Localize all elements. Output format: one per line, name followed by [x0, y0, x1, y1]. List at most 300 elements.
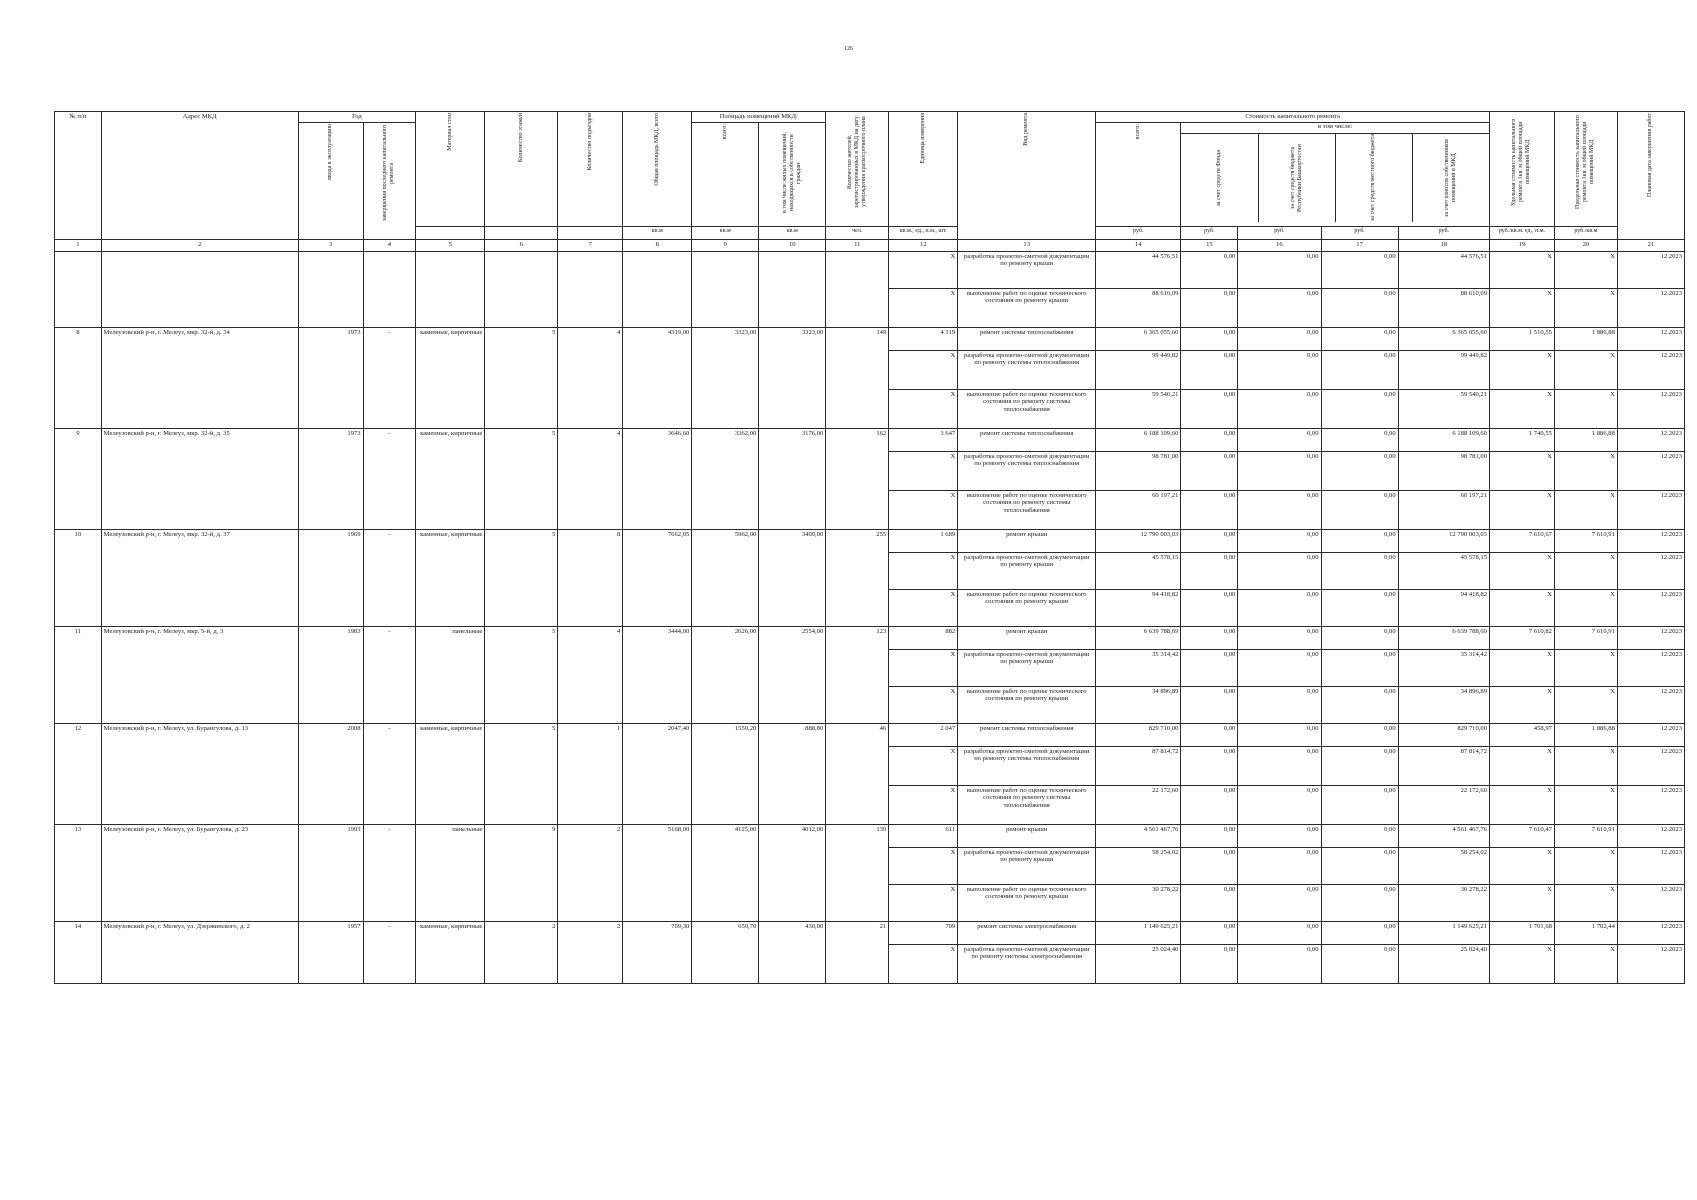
header-year-last-repair: завершения последнего капитального ремонта	[363, 122, 416, 239]
header-floors: Количество этажей	[485, 112, 558, 227]
header-unit: Единица измерения	[889, 112, 958, 227]
premises-area: 1559,20	[692, 723, 759, 824]
cost-owners: 45 578,15	[1398, 552, 1489, 589]
column-number: 5	[416, 239, 485, 251]
cost-fund: 0,00	[1181, 921, 1238, 944]
column-number: 14	[1096, 239, 1181, 251]
wall-material: каменные, кирпичные	[416, 723, 485, 824]
wall-material: панельные	[416, 626, 485, 723]
plan-date: 12.2023	[1617, 490, 1684, 529]
total-area: 3646,60	[623, 428, 692, 529]
max-cost: X	[1554, 451, 1617, 490]
work-type: ремонт крыши	[958, 824, 1096, 847]
cost-fund: 0,00	[1181, 944, 1238, 983]
table-row	[55, 626, 1685, 649]
wall-material: каменные, кирпичные	[416, 529, 485, 626]
cost-owners: 6 365 055,60	[1398, 327, 1489, 350]
header-year-group: Год	[298, 112, 416, 123]
empty-cell	[759, 251, 826, 327]
last-repair-year: -	[363, 921, 416, 983]
unit-entrances	[558, 226, 623, 239]
plan-date: 12.2023	[1617, 785, 1684, 824]
work-type: ремонт системы теплоснабжения	[958, 327, 1096, 350]
empty-cell	[298, 251, 363, 327]
header-address: Адрес МКД	[101, 112, 298, 240]
cost-fund: 0,00	[1181, 389, 1238, 428]
work-type: ремонт крыши	[958, 626, 1096, 649]
cost-owners: 1 149 625,21	[1398, 921, 1489, 944]
header-republic-budget: за счет средств бюджета Республики Башкортостан	[1289, 143, 1303, 212]
cost-fund: 0,00	[1181, 626, 1238, 649]
unit-cost: X	[1489, 389, 1554, 428]
work-type: разработка проектно-сметной документации по ремонту крыши	[958, 552, 1096, 589]
work-type: выполнение работ по оценке технического состояния по ремонту системы теплоснабжения	[958, 785, 1096, 824]
cost-republic: 0,00	[1238, 350, 1321, 389]
cost-fund: 0,00	[1181, 350, 1238, 389]
plan-date: 12.2023	[1617, 921, 1684, 944]
cost-republic: 0,00	[1238, 944, 1321, 983]
unit-value: X	[889, 350, 958, 389]
work-type: разработка проектно-сметной документации по ремонту системы теплоснабжения	[958, 350, 1096, 389]
max-cost: X	[1554, 785, 1617, 824]
plan-date: 12.2023	[1617, 288, 1684, 327]
last-repair-year: -	[363, 428, 416, 529]
floors-count: 9	[485, 824, 558, 921]
cost-republic: 0,00	[1238, 824, 1321, 847]
max-cost: X	[1554, 288, 1617, 327]
plan-date: 12.2023	[1617, 847, 1684, 884]
column-number: 9	[692, 239, 759, 251]
floors-count: 5	[485, 529, 558, 626]
cost-republic: 0,00	[1238, 746, 1321, 785]
column-number: 2	[101, 239, 298, 251]
table-row	[55, 327, 1685, 350]
cost-local: 0,00	[1321, 288, 1398, 327]
header-premises-group: Площадь помещений МКД:	[692, 112, 826, 123]
cost-owners: 4 561 467,76	[1398, 824, 1489, 847]
cost-fund: 0,00	[1181, 824, 1238, 847]
cost-local: 0,00	[1321, 944, 1398, 983]
last-repair-year: -	[363, 529, 416, 626]
unit-cost: 1 701,68	[1489, 921, 1554, 944]
max-cost: 1 886,88	[1554, 428, 1617, 451]
max-cost: X	[1554, 552, 1617, 589]
cost-total: 58 254,02	[1096, 847, 1181, 884]
max-cost: X	[1554, 350, 1617, 389]
column-number: 11	[826, 239, 889, 251]
max-cost: X	[1554, 589, 1617, 626]
empty-cell	[623, 251, 692, 327]
unit-cost: X	[1489, 451, 1554, 490]
plan-date: 12.2023	[1617, 824, 1684, 847]
cost-republic: 0,00	[1238, 626, 1321, 649]
header-entrances: Количество подъездов	[558, 112, 623, 227]
row-number: 14	[55, 921, 102, 983]
unit-cost: 7 610,82	[1489, 626, 1554, 649]
unit-value: X	[889, 649, 958, 686]
max-cost: 1 702,44	[1554, 921, 1617, 944]
cost-fund: 0,00	[1181, 251, 1238, 288]
year-built: 1983	[298, 626, 363, 723]
cost-total: 6 639 788,69	[1096, 626, 1181, 649]
unit-fund: руб.	[1181, 226, 1238, 239]
unit-max-cost: руб./кв.м	[1554, 226, 1617, 239]
table-header	[55, 112, 1685, 252]
cost-owners: 88 610,09	[1398, 288, 1489, 327]
cost-republic: 0,00	[1238, 785, 1321, 824]
column-number: 20	[1554, 239, 1617, 251]
empty-cell	[363, 251, 416, 327]
unit-value: X	[889, 251, 958, 288]
plan-date: 12.2023	[1617, 529, 1684, 552]
max-cost: 7 610,91	[1554, 529, 1617, 552]
plan-date: 12.2023	[1617, 251, 1684, 288]
year-built: 1993	[298, 824, 363, 921]
unit-residents: чел.	[826, 226, 889, 239]
floors-count: 5	[485, 626, 558, 723]
header-cost-group: Стоимость капитального ремонта	[1096, 112, 1490, 123]
cost-fund: 0,00	[1181, 884, 1238, 921]
cost-local: 0,00	[1321, 428, 1398, 451]
entrances-count: 4	[558, 626, 623, 723]
cost-owners: 6 639 788,69	[1398, 626, 1489, 649]
unit-value: 1 689	[889, 529, 958, 552]
max-cost: 7 610,91	[1554, 824, 1617, 847]
unit-cost: X	[1489, 944, 1554, 983]
empty-cell	[101, 251, 298, 327]
premises-area: 4125,00	[692, 824, 759, 921]
empty-cell	[826, 251, 889, 327]
residents-count: 149	[826, 327, 889, 428]
unit-wall-material	[416, 226, 485, 239]
premises-area: 5962,00	[692, 529, 759, 626]
unit-value: 3 647	[889, 428, 958, 451]
row-number: 8	[55, 327, 102, 428]
unit-cost-total: руб.	[1096, 226, 1181, 239]
cost-total: 87 814,72	[1096, 746, 1181, 785]
unit-cost: X	[1489, 847, 1554, 884]
unit-cost: 7 610,47	[1489, 824, 1554, 847]
max-cost: X	[1554, 944, 1617, 983]
cost-republic: 0,00	[1238, 428, 1321, 451]
floors-count: 5	[485, 723, 558, 824]
last-repair-year: -	[363, 824, 416, 921]
work-type: выполнение работ по оценке технического состояния по ремонту крыши	[958, 686, 1096, 723]
unit-owners: руб.	[1398, 226, 1489, 239]
unit-local: руб.	[1321, 226, 1398, 239]
cost-fund: 0,00	[1181, 723, 1238, 746]
repair-plan-table	[54, 111, 1685, 984]
residential-area: 3323,00	[759, 327, 826, 428]
total-area: 3444,00	[623, 626, 692, 723]
cost-fund: 0,00	[1181, 327, 1238, 350]
unit-value: X	[889, 389, 958, 428]
plan-date: 12.2023	[1617, 451, 1684, 490]
column-number: 17	[1321, 239, 1398, 251]
work-type: разработка проектно-сметной документации по ремонту крыши	[958, 649, 1096, 686]
header-unit-cost: Удельная стоимость капитального ремонта 1кв. м общей площади помещений МКД	[1489, 112, 1554, 227]
residents-count: 255	[826, 529, 889, 626]
entrances-count: 2	[558, 921, 623, 983]
unit-cost: X	[1489, 552, 1554, 589]
year-built: 1973	[298, 327, 363, 428]
house-address: Мелеузовский р-н, г. Мелеуз, мкр. 32-й, д. 35	[101, 428, 298, 529]
unit-value: X	[889, 847, 958, 884]
cost-local: 0,00	[1321, 389, 1398, 428]
year-built: 2008	[298, 723, 363, 824]
last-repair-year: -	[363, 723, 416, 824]
cost-local: 0,00	[1321, 490, 1398, 529]
unit-measure: кв.м., ед., п.м., шт.	[889, 226, 958, 239]
cost-republic: 0,00	[1238, 451, 1321, 490]
cost-fund: 0,00	[1181, 589, 1238, 626]
cost-republic: 0,00	[1238, 552, 1321, 589]
work-type: выполнение работ по оценке технического состояния по ремонту системы теплоснабжения	[958, 389, 1096, 428]
cost-total: 829 710,00	[1096, 723, 1181, 746]
unit-value: 2 047	[889, 723, 958, 746]
max-cost: 1 886,88	[1554, 723, 1617, 746]
cost-total: 35 314,42	[1096, 649, 1181, 686]
max-cost: X	[1554, 847, 1617, 884]
cost-republic: 0,00	[1238, 490, 1321, 529]
cost-total: 60 197,21	[1096, 490, 1181, 529]
header-premises-residential: в том числе жилых помещений, находящихся в собственности граждан	[759, 122, 826, 226]
work-type: ремонт крыши	[958, 529, 1096, 552]
empty-cell	[416, 251, 485, 327]
header-wall-material: Материал стен	[416, 112, 485, 227]
cost-total: 45 578,15	[1096, 552, 1181, 589]
max-cost: 1 886,88	[1554, 327, 1617, 350]
cost-fund: 0,00	[1181, 451, 1238, 490]
year-built: 1957	[298, 921, 363, 983]
cost-total: 30 278,22	[1096, 884, 1181, 921]
wall-material: каменные, кирпичные	[416, 428, 485, 529]
cost-local: 0,00	[1321, 649, 1398, 686]
cost-local: 0,00	[1321, 529, 1398, 552]
house-address: Мелеузовский р-н, г. Мелеуз, ул. Бурангулова, д. 23	[101, 824, 298, 921]
unit-value: 611	[889, 824, 958, 847]
unit-cost: X	[1489, 686, 1554, 723]
unit-value: 882	[889, 626, 958, 649]
cost-local: 0,00	[1321, 686, 1398, 723]
work-type: выполнение работ по оценке технического состояния по ремонту крыши	[958, 288, 1096, 327]
column-number: 18	[1398, 239, 1489, 251]
unit-cost: X	[1489, 490, 1554, 529]
cost-owners: 12 790 003,03	[1398, 529, 1489, 552]
max-cost: X	[1554, 884, 1617, 921]
work-type: разработка проектно-сметной документации по ремонту крыши	[958, 251, 1096, 288]
house-address: Мелеузовский р-н, г. Мелеуз, мкр. 5-й, д. 3	[101, 626, 298, 723]
year-built: 1973	[298, 428, 363, 529]
cost-republic: 0,00	[1238, 649, 1321, 686]
cost-fund: 0,00	[1181, 785, 1238, 824]
cost-republic: 0,00	[1238, 251, 1321, 288]
cost-total: 94 418,82	[1096, 589, 1181, 626]
empty-cell	[485, 251, 558, 327]
residential-area: 3176,00	[759, 428, 826, 529]
unit-cost: X	[1489, 884, 1554, 921]
cost-local: 0,00	[1321, 552, 1398, 589]
unit-value: X	[889, 490, 958, 529]
cost-total: 25 024,40	[1096, 944, 1181, 983]
column-number: 6	[485, 239, 558, 251]
unit-value: X	[889, 884, 958, 921]
row-number: 13	[55, 824, 102, 921]
unit-cost: X	[1489, 288, 1554, 327]
table-row	[55, 723, 1685, 746]
unit-cost: X	[1489, 251, 1554, 288]
cost-owners: 6 188 109,60	[1398, 428, 1489, 451]
unit-value: X	[889, 288, 958, 327]
cost-republic: 0,00	[1238, 921, 1321, 944]
cost-fund: 0,00	[1181, 428, 1238, 451]
cost-republic: 0,00	[1238, 389, 1321, 428]
work-type: ремонт системы электроснабжения	[958, 921, 1096, 944]
plan-date: 12.2023	[1617, 552, 1684, 589]
max-cost: X	[1554, 649, 1617, 686]
work-type: выполнение работ по оценке технического состояния по ремонту системы теплоснабжения	[958, 490, 1096, 529]
cost-total: 4 561 467,76	[1096, 824, 1181, 847]
total-area: 709,30	[623, 921, 692, 983]
max-cost: X	[1554, 389, 1617, 428]
cost-total: 34 896,89	[1096, 686, 1181, 723]
work-type: разработка проектно-сметной документации по ремонту системы теплоснабжения	[958, 746, 1096, 785]
cost-total: 22 172,60	[1096, 785, 1181, 824]
page-number: 126	[844, 46, 853, 52]
header-total-area: Общая площадь МКД, всего	[623, 112, 692, 227]
max-cost: X	[1554, 490, 1617, 529]
cost-republic: 0,00	[1238, 327, 1321, 350]
residential-area: 4012,00	[759, 824, 826, 921]
cost-owners: 25 024,40	[1398, 944, 1489, 983]
header-cost-total: всего:	[1096, 122, 1181, 226]
table-row	[55, 251, 1685, 288]
column-number-row	[55, 239, 1685, 251]
unit-value: X	[889, 746, 958, 785]
cost-local: 0,00	[1321, 785, 1398, 824]
table-body	[55, 251, 1685, 983]
work-type: выполнение работ по оценке технического состояния по ремонту крыши	[958, 589, 1096, 626]
total-area: 7662,05	[623, 529, 692, 626]
cost-fund: 0,00	[1181, 847, 1238, 884]
entrances-count: 4	[558, 428, 623, 529]
unit-premises-residential: кв.м	[759, 226, 826, 239]
work-type: разработка проектно-сметной документации по ремонту системы электроснабжения	[958, 944, 1096, 983]
cost-total: 88 610,09	[1096, 288, 1181, 327]
empty-cell	[55, 251, 102, 327]
unit-cost: X	[1489, 746, 1554, 785]
cost-owners: 99 449,82	[1398, 350, 1489, 389]
plan-date: 12.2023	[1617, 746, 1684, 785]
cost-owners: 98 781,00	[1398, 451, 1489, 490]
cost-local: 0,00	[1321, 251, 1398, 288]
unit-value: 4 319	[889, 327, 958, 350]
column-number: 12	[889, 239, 958, 251]
cost-local: 0,00	[1321, 723, 1398, 746]
unit-value: X	[889, 944, 958, 983]
unit-value: X	[889, 589, 958, 626]
total-area: 4319,00	[623, 327, 692, 428]
plan-date: 12.2023	[1617, 884, 1684, 921]
table-row	[55, 529, 1685, 552]
column-number: 10	[759, 239, 826, 251]
header-fund: за счет средств Фонда	[1215, 149, 1222, 206]
cost-fund: 0,00	[1181, 490, 1238, 529]
wall-material: каменные, кирпичные	[416, 327, 485, 428]
column-number: 4	[363, 239, 416, 251]
work-type: ремонт системы теплоснабжения	[958, 723, 1096, 746]
cost-owners: 34 896,89	[1398, 686, 1489, 723]
house-address: Мелеузовский р-н, г. Мелеуз, мкр. 32-й, д. 34	[101, 327, 298, 428]
cost-republic: 0,00	[1238, 686, 1321, 723]
cost-total: 6 365 055,60	[1096, 327, 1181, 350]
entrances-count: 1	[558, 723, 623, 824]
column-number: 1	[55, 239, 102, 251]
cost-owners: 44 576,51	[1398, 251, 1489, 288]
plan-date: 12.2023	[1617, 944, 1684, 983]
row-number: 12	[55, 723, 102, 824]
cost-owners: 94 418,82	[1398, 589, 1489, 626]
unit-value: X	[889, 451, 958, 490]
column-number: 21	[1617, 239, 1684, 251]
unit-premises-total: кв.м	[692, 226, 759, 239]
house-address: Мелеузовский р-н, г. Мелеуз, мкр. 32-й, д. 37	[101, 529, 298, 626]
unit-cost: 1 510,55	[1489, 327, 1554, 350]
residential-area: 2554,00	[759, 626, 826, 723]
floors-count: 2	[485, 921, 558, 983]
total-area: 2047,40	[623, 723, 692, 824]
max-cost: 7 610,91	[1554, 626, 1617, 649]
cost-fund: 0,00	[1181, 552, 1238, 589]
residential-area: 430,00	[759, 921, 826, 983]
wall-material: каменные, кирпичные	[416, 921, 485, 983]
unit-cost: 7 610,67	[1489, 529, 1554, 552]
cost-local: 0,00	[1321, 589, 1398, 626]
floors-count: 5	[485, 327, 558, 428]
header-residents: Количество жителей, зарегистрированных в МКД на дату утверждения краткосрочного плана	[826, 112, 889, 227]
unit-value: X	[889, 785, 958, 824]
cost-fund: 0,00	[1181, 649, 1238, 686]
table-row	[55, 921, 1685, 944]
year-built: 1969	[298, 529, 363, 626]
unit-value: X	[889, 686, 958, 723]
residents-count: 139	[826, 824, 889, 921]
residential-area: 3409,00	[759, 529, 826, 626]
header-plan-date: Плановая дата завершения работ	[1617, 112, 1684, 240]
cost-local: 0,00	[1321, 824, 1398, 847]
cost-owners: 829 710,00	[1398, 723, 1489, 746]
unit-value: X	[889, 552, 958, 589]
cost-fund: 0,00	[1181, 288, 1238, 327]
entrances-count: 2	[558, 824, 623, 921]
unit-cost: 458,97	[1489, 723, 1554, 746]
unit-floors	[485, 226, 558, 239]
cost-total: 12 790 003,03	[1096, 529, 1181, 552]
cost-local: 0,00	[1321, 451, 1398, 490]
max-cost: X	[1554, 746, 1617, 785]
column-number: 16	[1238, 239, 1321, 251]
plan-date: 12.2023	[1617, 327, 1684, 350]
total-area: 5168,00	[623, 824, 692, 921]
entrances-count: 4	[558, 327, 623, 428]
work-type: разработка проектно-сметной документации по ремонту системы теплоснабжения	[958, 451, 1096, 490]
max-cost: X	[1554, 251, 1617, 288]
unit-republic: руб.	[1238, 226, 1321, 239]
header-no: № п/п	[55, 112, 102, 240]
cost-fund: 0,00	[1181, 686, 1238, 723]
unit-cost: X	[1489, 350, 1554, 389]
work-type: ремонт системы теплоснабжения	[958, 428, 1096, 451]
